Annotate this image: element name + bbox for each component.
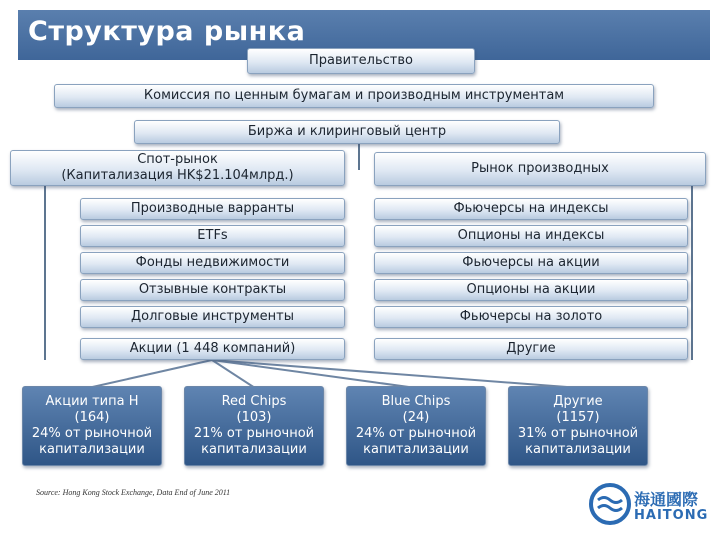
government-label: Правительство xyxy=(309,53,413,68)
haitong-logo-icon xyxy=(588,482,632,526)
share-type-count: (1157) xyxy=(556,410,600,425)
spot-item xyxy=(80,252,345,274)
spot-item-label: Производные варранты xyxy=(130,201,295,216)
connector-h-shares xyxy=(88,360,212,388)
derivative-item-label: Другие xyxy=(506,341,556,356)
spot-market-box xyxy=(10,150,345,186)
spot-item xyxy=(80,198,345,220)
share-type-percentage: 31% от рыночной xyxy=(517,426,639,441)
spot-item xyxy=(80,306,345,328)
exchange-box xyxy=(134,120,560,144)
derivative-item-label: Опционы на индексы xyxy=(457,228,605,243)
derivative-item xyxy=(374,252,688,274)
share-type-box xyxy=(22,386,162,466)
spot-item xyxy=(80,225,345,247)
derivative-item-label: Фьючерсы на акции xyxy=(462,255,600,270)
derivatives-market-label: Рынок производных xyxy=(471,161,609,176)
share-type-name: Blue Chips xyxy=(381,394,451,409)
connector-other-shares xyxy=(212,360,580,388)
government-box xyxy=(247,48,475,74)
commission-label: Комиссия по ценным бумагам и производным инструментам xyxy=(143,88,565,103)
share-type-name: Акции типа H xyxy=(45,394,139,409)
logo-text-english: HAITONG xyxy=(634,508,709,523)
derivative-item xyxy=(374,225,688,247)
spot-market-label: Спот-рынок xyxy=(137,152,218,167)
spot-item-label: Акции (1 448 компаний) xyxy=(129,341,296,356)
share-type-count: (103) xyxy=(236,410,272,425)
share-type-unit: капитализации xyxy=(201,442,307,457)
logo-text-chinese: 海通國際 xyxy=(634,490,699,509)
share-type-box xyxy=(184,386,324,466)
derivative-item-label: Опционы на акции xyxy=(466,282,596,297)
share-type-unit: капитализации xyxy=(363,442,469,457)
share-type-percentage: 21% от рыночной xyxy=(193,426,315,441)
spot-market-capitalization: (Капитализация HK$21.104млрд.) xyxy=(61,168,294,183)
share-type-box xyxy=(346,386,486,466)
share-type-name: Другие xyxy=(553,394,603,409)
page-title: Структура рынка xyxy=(28,16,306,47)
share-type-unit: капитализации xyxy=(39,442,145,457)
share-type-unit: капитализации xyxy=(525,442,631,457)
spot-item-label: Долговые инструменты xyxy=(130,309,294,324)
share-type-count: (164) xyxy=(74,410,110,425)
derivative-item xyxy=(374,338,688,360)
spot-item xyxy=(80,279,345,301)
source-note: Source: Hong Kong Stock Exchange, Data End of June 2011 xyxy=(36,488,231,497)
derivative-item xyxy=(374,306,688,328)
derivatives-market-box xyxy=(374,152,706,186)
spot-item xyxy=(80,338,345,360)
share-type-percentage: 24% от рыночной xyxy=(355,426,477,441)
spot-item-label: Фонды недвижимости xyxy=(135,255,290,270)
derivative-item-label: Фьючерсы на золото xyxy=(459,309,603,324)
share-type-count: (24) xyxy=(402,410,430,425)
share-type-box xyxy=(508,386,648,466)
derivative-item xyxy=(374,198,688,220)
derivative-item xyxy=(374,279,688,301)
share-type-name: Red Chips xyxy=(221,394,287,409)
derivative-item-label: Фьючерсы на индексы xyxy=(453,201,609,216)
spot-item-label: Отзывные контракты xyxy=(138,282,287,297)
exchange-label: Биржа и клиринговый центр xyxy=(247,124,447,139)
commission-box xyxy=(54,84,654,108)
share-type-percentage: 24% от рыночной xyxy=(31,426,153,441)
spot-item-label: ETFs xyxy=(197,228,228,243)
